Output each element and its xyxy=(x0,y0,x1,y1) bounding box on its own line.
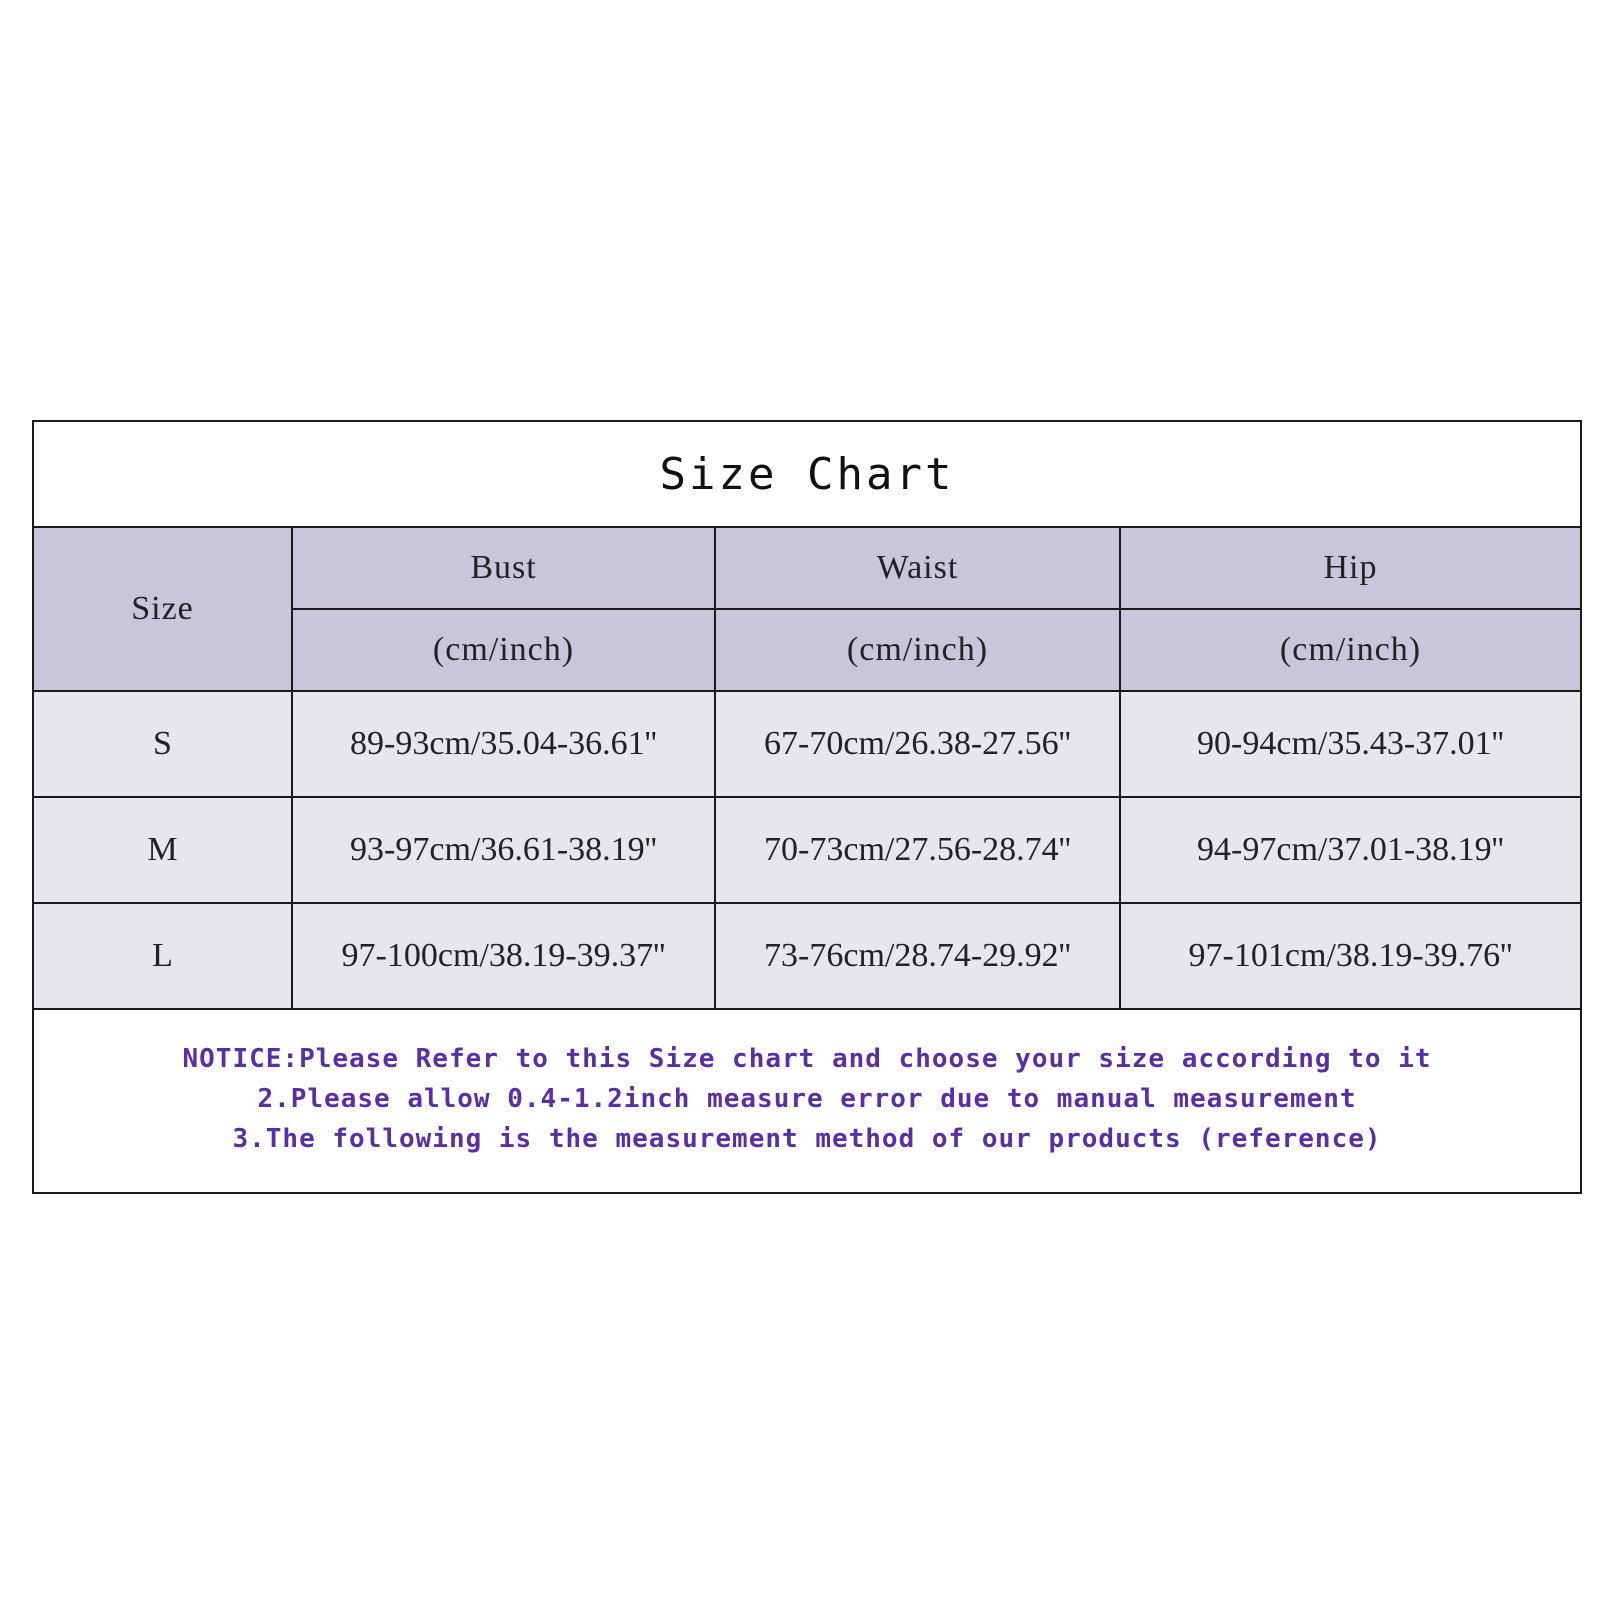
header-bust: Bust xyxy=(292,528,715,609)
waist-cell: 70-73cm/27.56-28.74'' xyxy=(715,797,1120,903)
hip-cell: 97-101cm/38.19-39.76'' xyxy=(1120,903,1580,1009)
table-row xyxy=(34,691,1580,797)
size-table xyxy=(34,528,1580,1010)
header-row xyxy=(34,528,1580,609)
bust-cell: 89-93cm/35.04-36.61'' xyxy=(292,691,715,797)
size-cell: S xyxy=(34,691,292,797)
table-row xyxy=(34,903,1580,1009)
size-chart xyxy=(32,420,1582,1194)
hip-cell: 90-94cm/35.43-37.01'' xyxy=(1120,691,1580,797)
waist-cell: 67-70cm/26.38-27.56'' xyxy=(715,691,1120,797)
unit-waist: (cm/inch) xyxy=(715,609,1120,691)
bust-cell: 93-97cm/36.61-38.19'' xyxy=(292,797,715,903)
table-row xyxy=(34,797,1580,903)
size-cell: L xyxy=(34,903,292,1009)
header-size: Size xyxy=(34,528,292,691)
notice-line-2: 2.Please allow 0.4-1.2inch measure error due to manual measurement xyxy=(257,1084,1357,1114)
header-hip: Hip xyxy=(1120,528,1580,609)
size-cell: M xyxy=(34,797,292,903)
waist-cell: 73-76cm/28.74-29.92'' xyxy=(715,903,1120,1009)
notice-line-1: NOTICE:Please Refer to this Size chart and choose your size according to it xyxy=(182,1044,1432,1074)
title-row xyxy=(34,422,1580,528)
notice-block xyxy=(34,1010,1580,1188)
notice-line-3: 3.The following is the measurement method of our products (reference) xyxy=(232,1124,1382,1154)
chart-title: Size Chart xyxy=(659,448,955,500)
hip-cell: 94-97cm/37.01-38.19'' xyxy=(1120,797,1580,903)
unit-hip: (cm/inch) xyxy=(1120,609,1580,691)
unit-bust: (cm/inch) xyxy=(292,609,715,691)
header-waist: Waist xyxy=(715,528,1120,609)
bust-cell: 97-100cm/38.19-39.37'' xyxy=(292,903,715,1009)
